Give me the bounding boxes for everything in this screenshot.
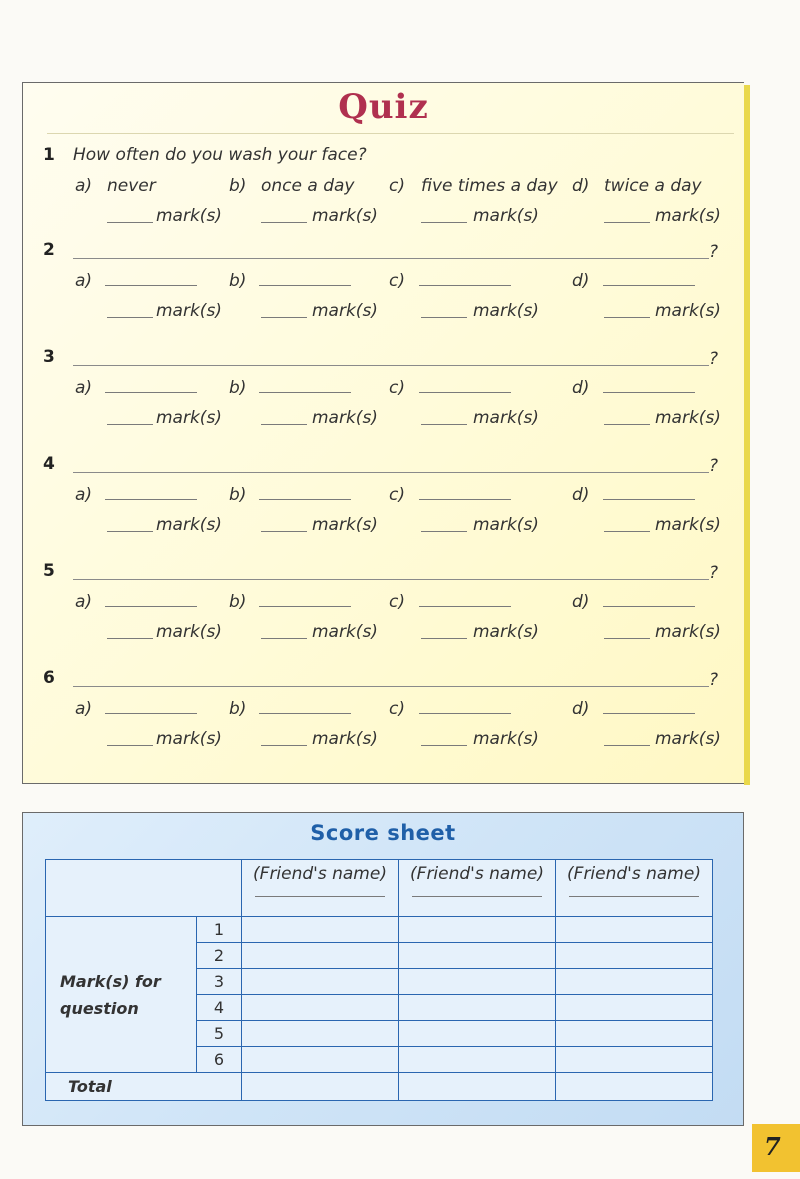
option-blank[interactable] [259, 499, 351, 500]
question-text: How often do you wash your face? [73, 145, 367, 165]
mark-label: mark(s) [156, 206, 222, 226]
option-blank[interactable] [419, 285, 511, 286]
mark-label: mark(s) [655, 301, 721, 321]
option-letter: b) [229, 271, 247, 291]
mark-label: mark(s) [655, 206, 721, 226]
option-letter: b) [229, 592, 247, 612]
question-number: 6 [43, 668, 55, 688]
mark-blank[interactable] [261, 424, 307, 425]
score-cell[interactable] [242, 995, 399, 1021]
score-sheet-title: Score sheet [310, 821, 456, 845]
mark-blank[interactable] [107, 745, 153, 746]
score-cell[interactable] [556, 1047, 713, 1073]
mark-label: mark(s) [312, 622, 378, 642]
friend-name-blank[interactable] [569, 896, 699, 897]
option-blank[interactable] [603, 499, 695, 500]
score-cell[interactable] [556, 1021, 713, 1047]
question-blank-line[interactable] [73, 579, 709, 580]
question-mark: ? [709, 456, 719, 476]
mark-label: mark(s) [156, 408, 222, 428]
friend-column-1[interactable] [242, 860, 399, 917]
option-blank[interactable] [603, 285, 695, 286]
mark-blank[interactable] [421, 317, 467, 318]
question-mark: ? [709, 242, 719, 262]
option-blank[interactable] [419, 392, 511, 393]
option-text: twice a day [604, 176, 702, 196]
mark-blank[interactable] [604, 424, 650, 425]
mark-label: mark(s) [312, 408, 378, 428]
mark-label: mark(s) [156, 729, 222, 749]
option-blank[interactable] [105, 499, 197, 500]
question-mark: ? [709, 563, 719, 583]
question-blank-line[interactable] [73, 686, 709, 687]
option-letter: a) [75, 378, 93, 398]
option-letter: a) [75, 485, 93, 505]
option-letter: c) [389, 699, 405, 719]
question-number: 2 [197, 943, 242, 969]
question-number: 3 [43, 347, 55, 367]
mark-label: mark(s) [655, 408, 721, 428]
score-cell[interactable] [242, 917, 399, 943]
option-letter: c) [389, 592, 405, 612]
mark-label: mark(s) [156, 622, 222, 642]
option-blank[interactable] [105, 713, 197, 714]
mark-blank[interactable] [107, 531, 153, 532]
option-letter: b) [229, 378, 247, 398]
score-cell[interactable] [242, 969, 399, 995]
friend-name-blank[interactable] [255, 896, 385, 897]
question-blank-line[interactable] [73, 472, 709, 473]
option-blank[interactable] [105, 606, 197, 607]
mark-label: mark(s) [312, 729, 378, 749]
question-mark: ? [709, 670, 719, 690]
option-letter: c) [389, 176, 405, 196]
option-letter: d) [572, 176, 590, 196]
question-number: 4 [197, 995, 242, 1021]
option-letter: d) [572, 271, 590, 291]
mark-label: mark(s) [473, 515, 539, 535]
mark-label: mark(s) [473, 729, 539, 749]
option-blank[interactable] [603, 606, 695, 607]
question-blank-line[interactable] [73, 365, 709, 366]
mark-blank[interactable] [421, 424, 467, 425]
score-row [46, 917, 713, 943]
mark-label: mark(s) [312, 515, 378, 535]
option-letter: d) [572, 592, 590, 612]
option-blank[interactable] [259, 285, 351, 286]
mark-blank[interactable] [261, 317, 307, 318]
question-number: 1 [197, 917, 242, 943]
mark-blank[interactable] [261, 222, 307, 223]
option-blank[interactable] [259, 606, 351, 607]
score-header-row [46, 860, 713, 917]
mark-label: mark(s) [473, 301, 539, 321]
score-sheet-panel [22, 812, 744, 1126]
friend-name-label: (Friend's name) [567, 864, 701, 884]
option-text: never [107, 176, 156, 196]
total-cell[interactable] [242, 1073, 399, 1101]
mark-blank[interactable] [604, 317, 650, 318]
score-cell[interactable] [399, 995, 556, 1021]
mark-blank[interactable] [107, 424, 153, 425]
option-letter: c) [389, 378, 405, 398]
mark-label: mark(s) [473, 206, 539, 226]
mark-blank[interactable] [261, 745, 307, 746]
option-letter: b) [229, 485, 247, 505]
total-label: Total [46, 1073, 242, 1101]
mark-label: mark(s) [473, 408, 539, 428]
title-divider [47, 133, 734, 134]
mark-label: mark(s) [655, 729, 721, 749]
mark-blank[interactable] [421, 745, 467, 746]
marks-for-question-label: Mark(s) for question [46, 917, 197, 1073]
option-letter: b) [229, 699, 247, 719]
question-number: 5 [197, 1021, 242, 1047]
friend-name-blank[interactable] [412, 896, 542, 897]
question-number: 6 [197, 1047, 242, 1073]
mark-label: mark(s) [156, 301, 222, 321]
question-blank-line[interactable] [73, 258, 709, 259]
mark-label: mark(s) [655, 515, 721, 535]
mark-blank[interactable] [421, 638, 467, 639]
score-cell[interactable] [242, 943, 399, 969]
score-cell[interactable] [242, 1021, 399, 1047]
quiz-title: Quiz [338, 87, 429, 127]
option-letter: c) [389, 271, 405, 291]
option-blank[interactable] [419, 499, 511, 500]
mark-blank[interactable] [421, 531, 467, 532]
mark-blank[interactable] [107, 638, 153, 639]
option-letter: b) [229, 176, 247, 196]
score-cell[interactable] [399, 943, 556, 969]
total-cell[interactable] [556, 1073, 713, 1101]
option-letter: d) [572, 378, 590, 398]
quiz-panel [22, 82, 744, 784]
option-blank[interactable] [419, 606, 511, 607]
total-row [46, 1073, 713, 1101]
option-blank[interactable] [259, 713, 351, 714]
friend-name-label: (Friend's name) [253, 864, 387, 884]
option-letter: d) [572, 485, 590, 505]
option-blank[interactable] [105, 285, 197, 286]
friend-name-label: (Friend's name) [410, 864, 544, 884]
option-letter: a) [75, 592, 93, 612]
question-number: 3 [197, 969, 242, 995]
mark-blank[interactable] [421, 222, 467, 223]
question-number: 5 [43, 561, 55, 581]
score-corner-cell [46, 860, 242, 917]
mark-label: mark(s) [655, 622, 721, 642]
score-cell[interactable] [399, 917, 556, 943]
score-cell[interactable] [556, 969, 713, 995]
mark-blank[interactable] [107, 317, 153, 318]
mark-label: mark(s) [473, 622, 539, 642]
option-letter: d) [572, 699, 590, 719]
option-letter: a) [75, 699, 93, 719]
option-blank[interactable] [105, 392, 197, 393]
option-blank[interactable] [419, 713, 511, 714]
question-number: 1 [43, 145, 55, 165]
question-number: 2 [43, 240, 55, 260]
mark-blank[interactable] [604, 222, 650, 223]
mark-blank[interactable] [604, 531, 650, 532]
option-blank[interactable] [603, 392, 695, 393]
score-cell[interactable] [242, 1047, 399, 1073]
question-mark: ? [709, 349, 719, 369]
mark-blank[interactable] [107, 222, 153, 223]
total-cell[interactable] [399, 1073, 556, 1101]
question-number: 4 [43, 454, 55, 474]
friend-column-2[interactable] [399, 860, 556, 917]
mark-blank[interactable] [604, 638, 650, 639]
score-cell[interactable] [399, 969, 556, 995]
mark-label: mark(s) [156, 515, 222, 535]
mark-blank[interactable] [261, 531, 307, 532]
option-text: five times a day [421, 176, 558, 196]
mark-blank[interactable] [604, 745, 650, 746]
option-blank[interactable] [259, 392, 351, 393]
option-blank[interactable] [603, 713, 695, 714]
score-cell[interactable] [556, 943, 713, 969]
option-text: once a day [261, 176, 355, 196]
score-cell[interactable] [556, 917, 713, 943]
score-cell[interactable] [399, 1047, 556, 1073]
mark-blank[interactable] [261, 638, 307, 639]
option-letter: c) [389, 485, 405, 505]
option-letter: a) [75, 176, 93, 196]
mark-label: mark(s) [312, 301, 378, 321]
score-cell[interactable] [556, 995, 713, 1021]
page-number: 7 [764, 1132, 781, 1161]
option-letter: a) [75, 271, 93, 291]
score-cell[interactable] [399, 1021, 556, 1047]
score-table [45, 859, 713, 1101]
friend-column-3[interactable] [556, 860, 713, 917]
mark-label: mark(s) [312, 206, 378, 226]
